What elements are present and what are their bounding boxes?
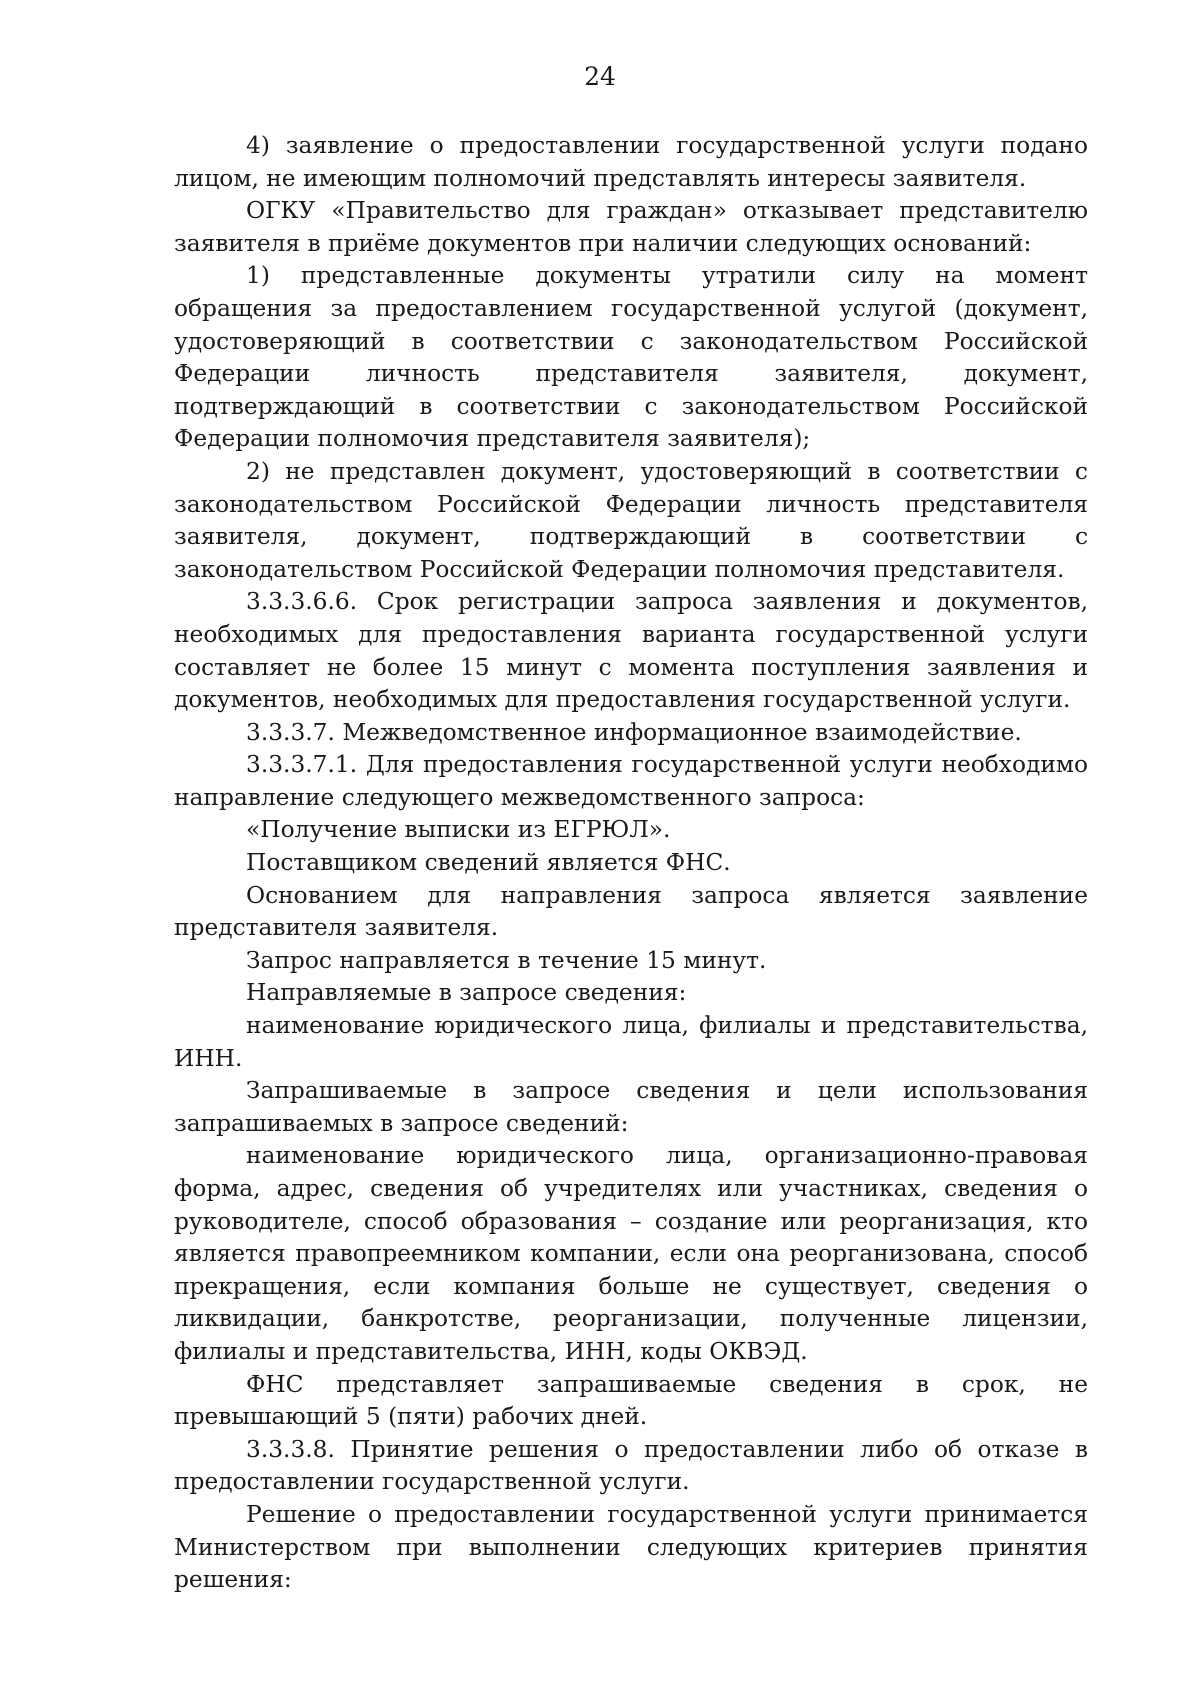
paragraph: 3.3.3.8. Принятие решения о предоставлении либо об отказе в предоставлении государственной услуги.: [174, 1435, 1088, 1496]
paragraph: Основанием для направления запроса является заявление представителя заявителя.: [174, 881, 1088, 942]
paragraph: 1) представленные документы утратили силу на момент обращения за предоставлением государственной услугой (документ, удостоверяющий в соответствии с законодательством Российской Федерации личность представителя заявителя, документ, подтверждающий в соответствии с законодательством Российской Федерации полномочия представителя заявителя);: [174, 262, 1088, 453]
paragraph: 3.3.3.7. Межведомственное информационное взаимодействие.: [246, 718, 1022, 746]
paragraph: Запрашиваемые в запросе сведения и цели использования запрашиваемых в запросе сведений:: [174, 1077, 1088, 1137]
paragraph: 3.3.3.6.6. Срок регистрации запроса заявления и документов, необходимых для предоставления варианта государственной услуги составляет не более 15 минут с момента поступления заявления и документов, необходимых для предоставления государственной услуги.: [174, 588, 1088, 714]
page-number: 24: [584, 62, 616, 91]
paragraph: наименование юридического лица, организационно-правовая форма, адрес, сведения об учредителях или участниках, сведения о руководителе, способ образования – создание или реорганизация, кто является правопреемником компании, если она реорганизована, способ прекращения, если компания больше не существует, сведения о ликвидации, банкротстве, реорганизации, полученные лицензии, филиалы и представительства, ИНН, коды ОКВЭД.: [174, 1142, 1088, 1365]
paragraph: наименование юридического лица, филиалы и представительства, ИНН.: [174, 1012, 1088, 1072]
paragraph: ФНС представляет запрашиваемые сведения в срок, не превышающий 5 (пяти) рабочих дней.: [174, 1370, 1088, 1431]
paragraph: Поставщиком сведений является ФНС.: [246, 849, 731, 877]
paragraph: 4) заявление о предоставлении государственной услуги подано лицом, не имеющим полномочий представлять интересы заявителя.: [174, 132, 1088, 192]
paragraph: Решение о предоставлении государственной услуги принимается Министерством при выполнении следующих критериев принятия решения:: [174, 1500, 1088, 1594]
paragraph: 2) не представлен документ, удостоверяющий в соответствии с законодательством Российской Федерации личность представителя заявителя, документ, подтверждающий в соответствии с законодательством Российской Федерации полномочия представителя.: [174, 457, 1088, 583]
paragraph: Направляемые в запросе сведения:: [246, 979, 687, 1007]
document-body: [174, 130, 1088, 1597]
paragraph: «Получение выписки из ЕГРЮЛ».: [246, 816, 671, 844]
paragraph: 3.3.3.7.1. Для предоставления государственной услуги необходимо направление следующего межведомственного запроса:: [174, 751, 1088, 811]
paragraph: ОГКУ «Правительство для граждан» отказывает представителю заявителя в приёме документов при наличии следующих оснований:: [174, 197, 1088, 257]
paragraph: Запрос направляется в течение 15 минут.: [246, 946, 767, 974]
